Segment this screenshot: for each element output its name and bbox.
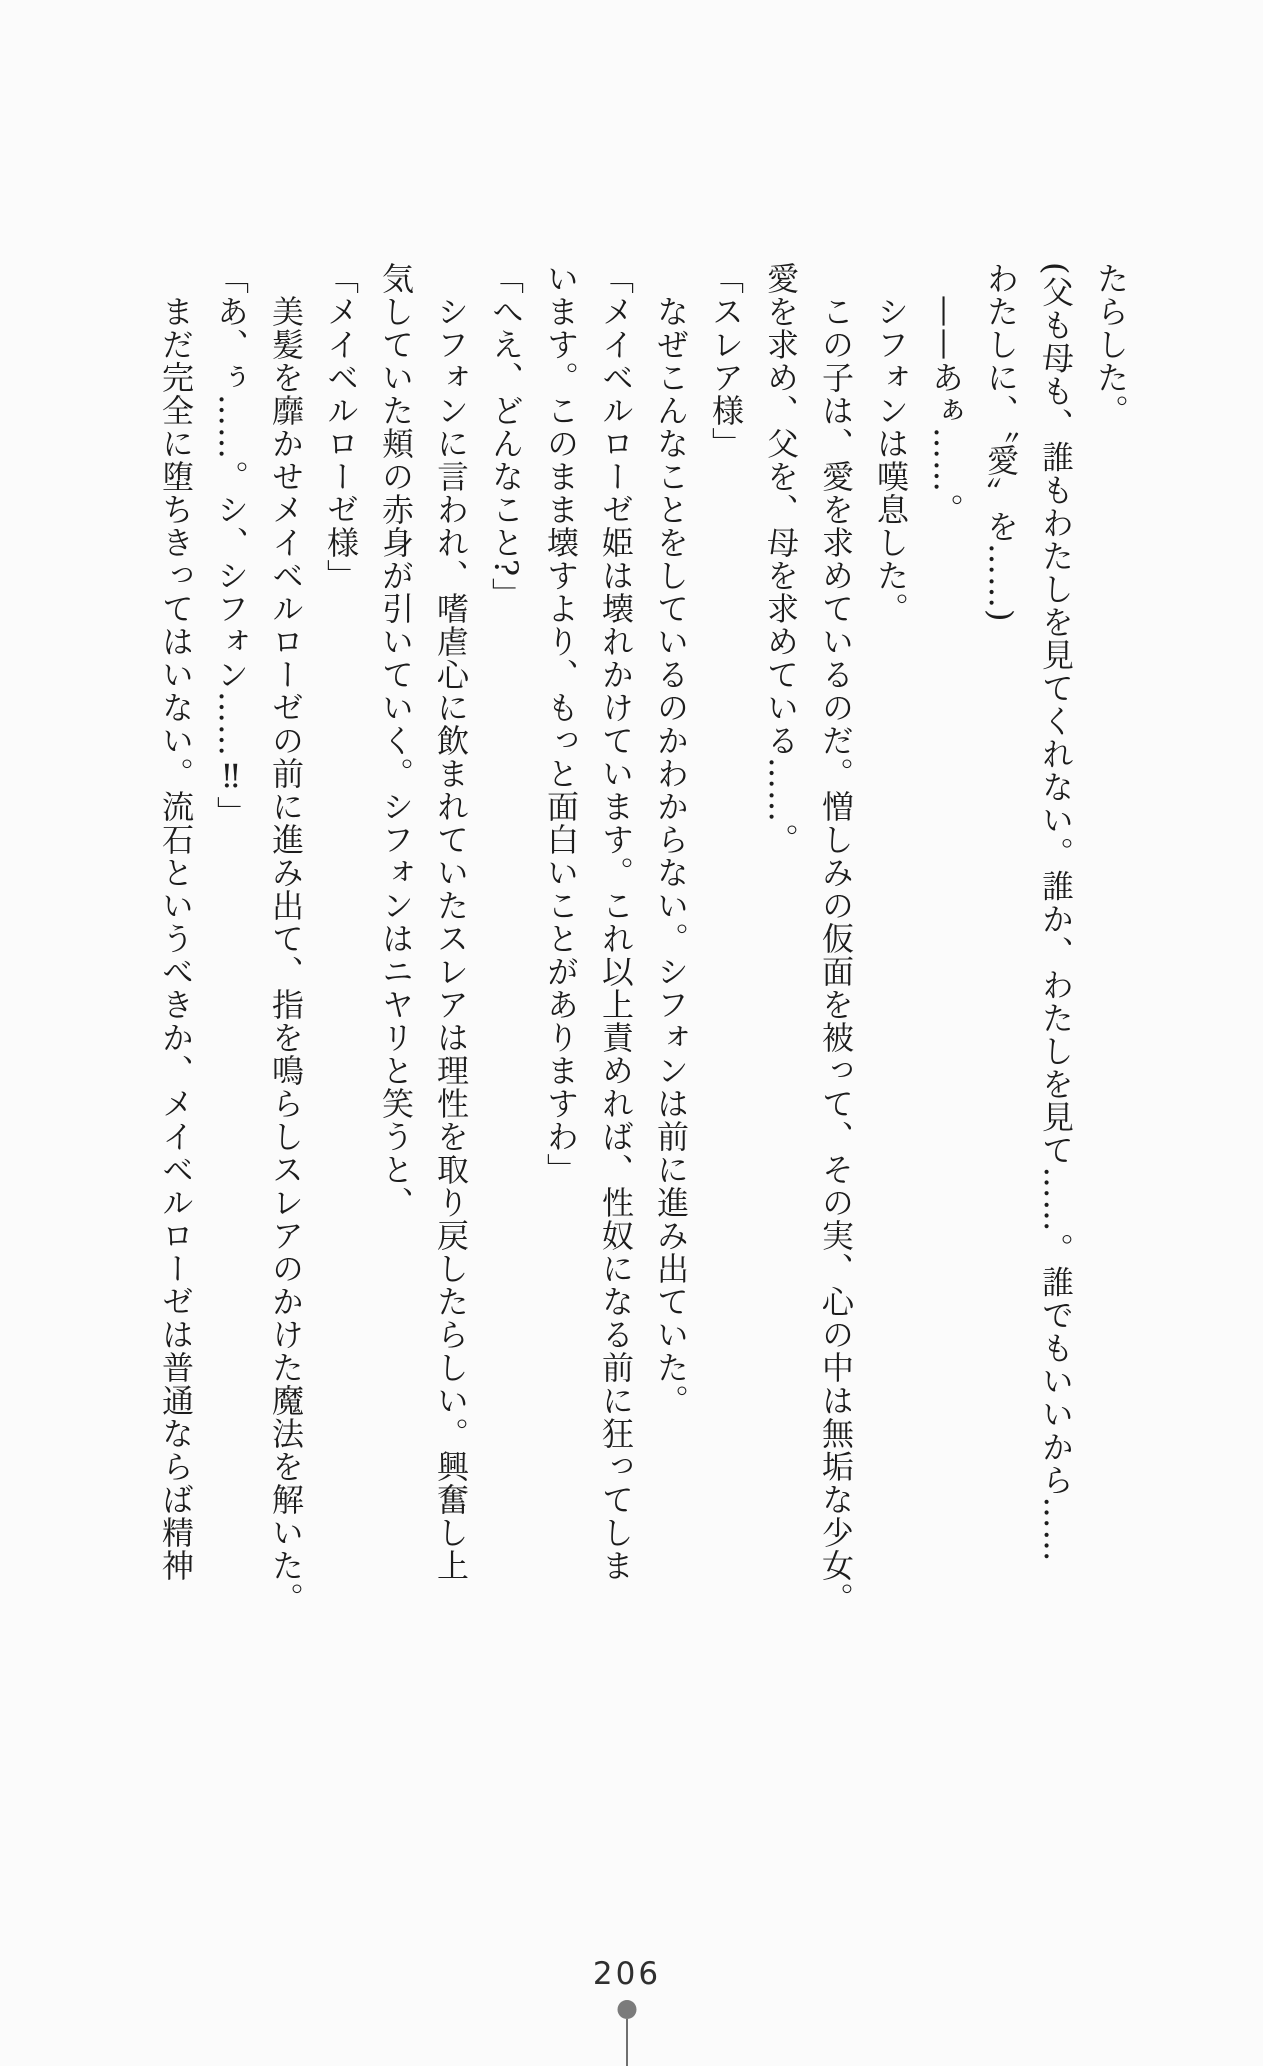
text-column: 気していた頬の赤身が引いていく。シフォンはニヤリと笑うと、 bbox=[377, 262, 415, 1219]
footer-rule-line bbox=[626, 2019, 628, 2066]
text-column: 「へえ、どんなこと?」 bbox=[487, 262, 525, 611]
text-column: 美髪を靡かせメイベルローゼの前に進み出て、指を鳴らしスレアのかけた魔法を解いた。 bbox=[267, 262, 305, 1615]
text-column: わたしに、〝愛〟を……) bbox=[982, 262, 1020, 623]
text-column: たらした。 bbox=[1092, 262, 1130, 427]
text-column: 愛を求め、父を、母を求めている……。 bbox=[762, 262, 800, 856]
text-column: (父も母も、誰もわたしを見てくれない。誰か、わたしを見て……。誰でもいいから…… bbox=[1037, 262, 1075, 1563]
text-column: います。このまま壊すより、もっと面白いことがありますわ」 bbox=[542, 262, 580, 1186]
novel-text-block bbox=[148, 262, 1138, 1682]
text-column: なぜこんなことをしているのかわからない。シフォンは前に進み出ていた。 bbox=[652, 262, 690, 1417]
text-column: この子は、愛を求めているのだ。憎しみの仮面を被って、その実、心の中は無垢な少女。 bbox=[817, 262, 855, 1615]
page-number: 206 bbox=[592, 1956, 662, 1992]
text-column: 「メイベルローゼ様」 bbox=[322, 262, 360, 592]
text-column: ——あぁ……。 bbox=[927, 262, 965, 526]
text-column: シフォンに言われ、嗜虐心に飲まれていたスレアは理性を取り戻したらしい。興奮し上 bbox=[432, 262, 470, 1582]
text-column: 「あ、ぅ……。シ、シフォン……‼」 bbox=[212, 262, 250, 829]
text-column: 「メイベルローゼ姫は壊れかけています。これ以上責めれば、性奴になる前に狂ってしま bbox=[597, 262, 635, 1582]
text-column: 「スレア様」 bbox=[707, 262, 745, 460]
footer-circle-icon bbox=[618, 2000, 637, 2019]
text-column: シフォンは嘆息した。 bbox=[872, 262, 910, 625]
text-column: まだ完全に堕ちきってはいない。流石というべきか、メイベルローゼは普通ならば精神 bbox=[157, 262, 195, 1582]
